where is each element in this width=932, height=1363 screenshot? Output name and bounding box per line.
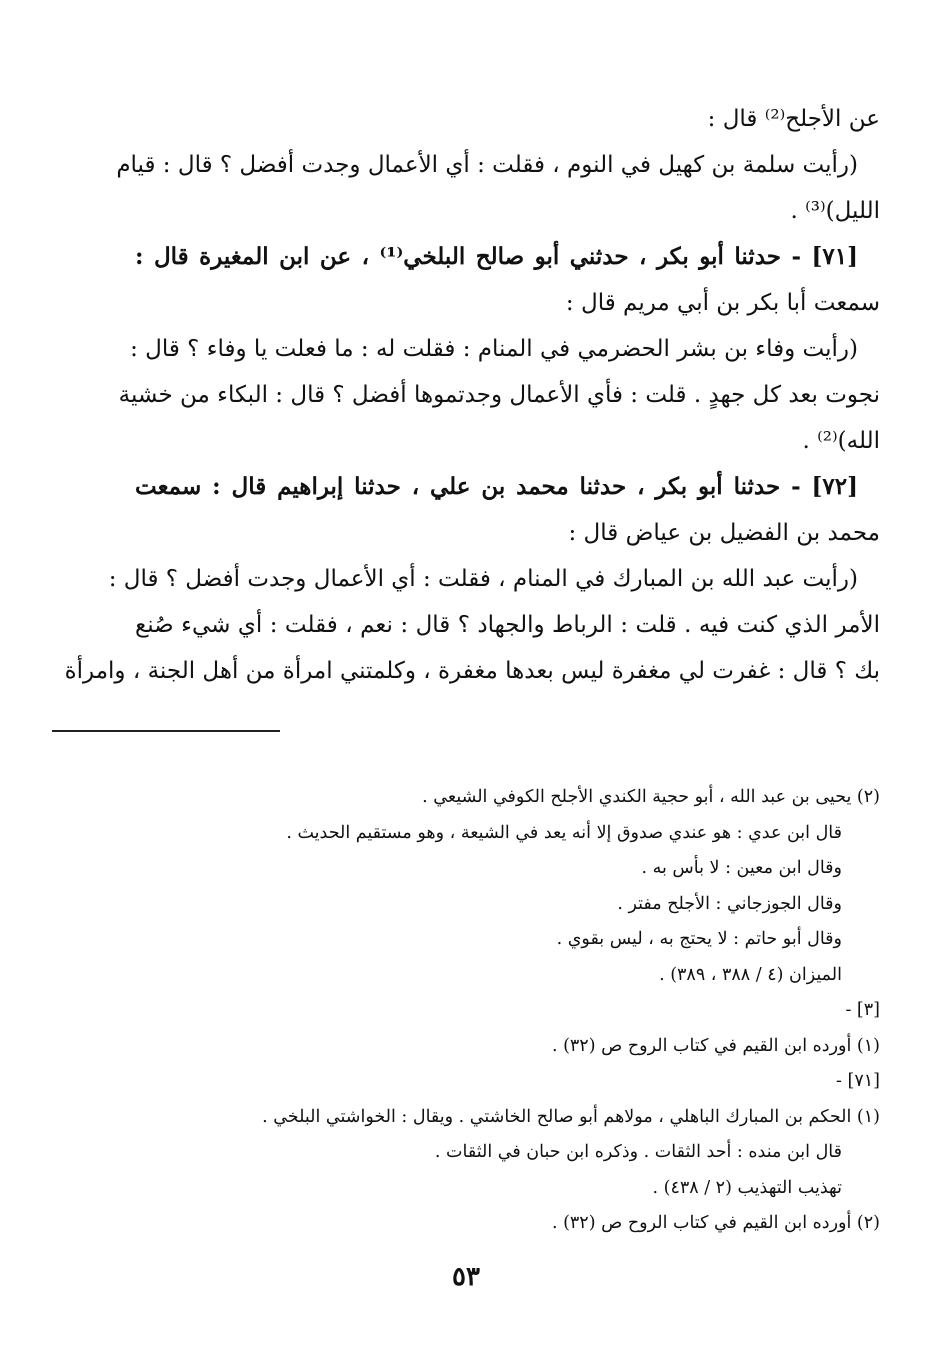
text-line: (رأيت عبد الله بن المبارك في المنام ، فقلت : أي الأعمال وجدت أفضل ؟ قال :	[108, 566, 858, 592]
footnotes	[200, 780, 880, 1242]
text-line: عن الأجلح⁽²⁾ قال :	[707, 106, 880, 132]
footnote-line: (١) أورده ابن القيم في كتاب الروح ص (٣٢) .	[551, 1035, 880, 1056]
page-number: ٥٣	[452, 1262, 480, 1292]
text-line: (رأيت وفاء بن بشر الحضرمي في المنام : فقلت له : ما فعلت يا وفاء ؟ قال :	[130, 336, 858, 362]
footnote-line: قال ابن منده : أحد الثقات . وذكره ابن حبان في الثقات .	[434, 1142, 842, 1162]
footnote-section-marker: [٣] -	[845, 1000, 880, 1020]
footnote-divider	[52, 730, 280, 732]
hadith-71-line: [٧١] - حدثنا أبو بكر ، حدثني أبو صالح البلخي⁽¹⁾ ، عن ابن المغيرة قال :	[135, 243, 858, 270]
main-text	[64, 96, 880, 694]
footnote-line: وقال الجوزجاني : الأجلح مفتر .	[617, 893, 842, 914]
footnote-line: (١) الحكم بن المبارك الباهلي ، مولاهم أبو صالح الخاشتي . ويقال : الخواشتي البلخي .	[262, 1106, 880, 1127]
footnote-line: وقال أبو حاتم : لا يحتج به ، ليس بقوي .	[556, 929, 842, 949]
footnote-line: قال ابن عدي : هو عندي صدوق إلا أنه يعد في الشيعة ، وهو مستقيم الحديث .	[286, 822, 842, 843]
text-line: نجوت بعد كل جهدٍ . قلت : فأي الأعمال وجدتموها أفضل ؟ قال : البكاء من خشية	[118, 382, 880, 408]
footnote-line: (٢) أورده ابن القيم في كتاب الروح ص (٣٢) .	[551, 1213, 880, 1233]
text-line: (رأيت سلمة بن كهيل في النوم ، فقلت : أي الأعمال وجدت أفضل ؟ قال : قيام	[116, 152, 858, 178]
text-line: الله)⁽²⁾ .	[802, 428, 880, 454]
footnote-line: الميزان (٤ / ٣٨٨ ، ٣٨٩) .	[659, 964, 842, 985]
text-line: بك ؟ قال : غفرت لي مغفرة ليس بعدها مغفرة ، وكلمتني امرأة من أهل الجنة ، وامرأة	[64, 658, 880, 684]
text-line: الأمر الذي كنت فيه . قلت : الرباط والجهاد ؟ قال : نعم ، فقلت : أي شيء صُنع	[135, 612, 880, 638]
text-line: الليل)⁽³⁾ .	[790, 198, 880, 224]
footnote-line: تهذيب التهذيب (٢ / ٤٣٨) .	[652, 1177, 842, 1198]
footnote-line: وقال ابن معين : لا بأس به .	[641, 858, 842, 878]
footnote-section-marker: [٧١] -	[836, 1071, 880, 1091]
text-line: محمد بن الفضيل بن عياض قال :	[568, 520, 880, 546]
text-line: سمعت أبا بكر بن أبي مريم قال :	[565, 290, 880, 316]
footnote-line: (٢) يحيى بن عبد الله ، أبو حجية الكندي الأجلح الكوفي الشيعي .	[422, 787, 880, 807]
hadith-72-line: [٧٢] - حدثنا أبو بكر ، حدثنا محمد بن علي ، حدثنا إبراهيم قال : سمعت	[135, 473, 858, 500]
